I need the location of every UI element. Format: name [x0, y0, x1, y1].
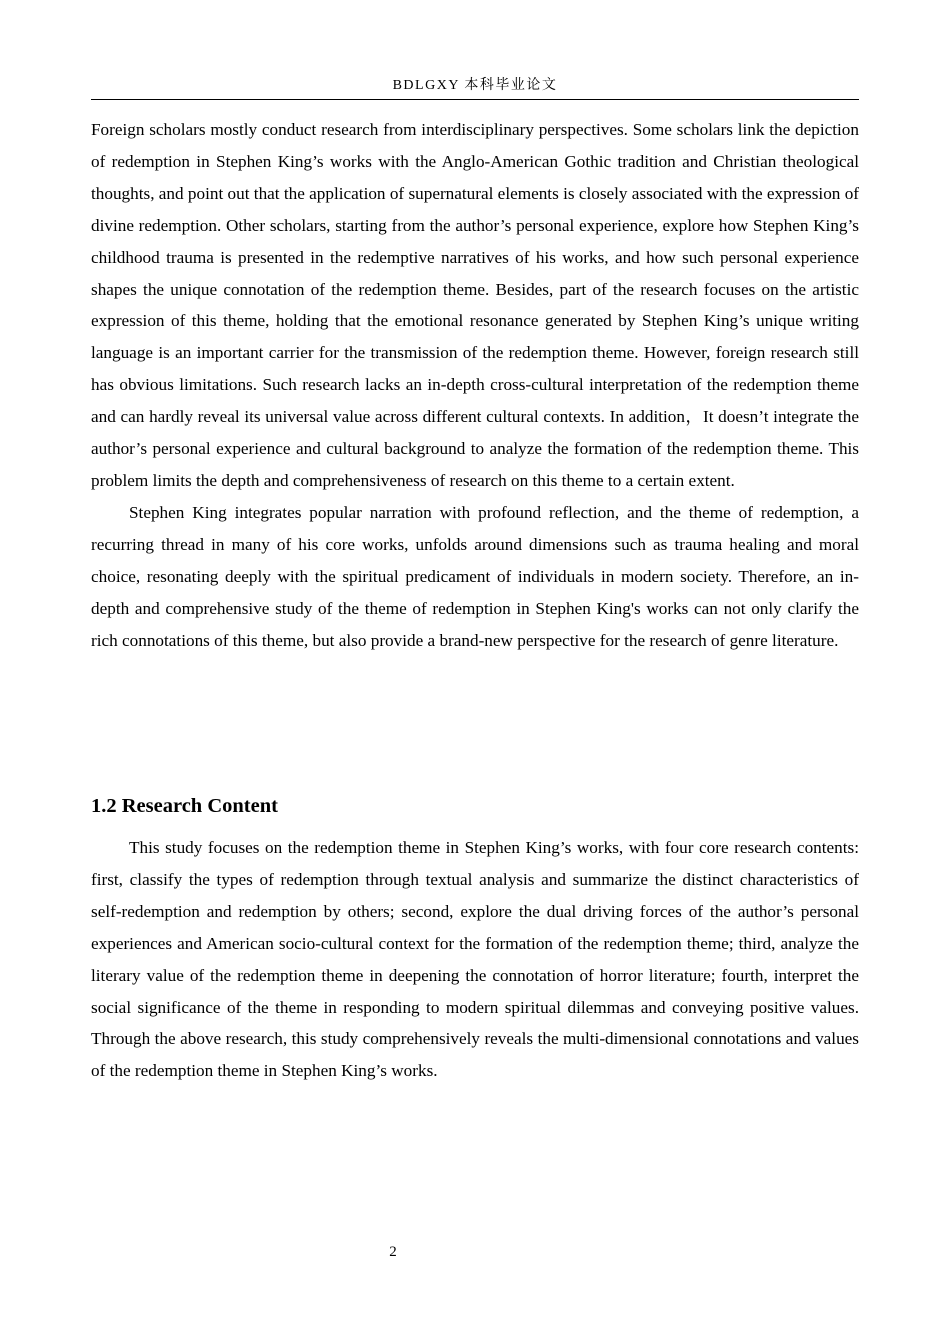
page-number: 2 [389, 1244, 397, 1260]
section-heading-research-content: 1.2 Research Content [91, 795, 278, 817]
running-header: BDLGXY 本科毕业论文 [392, 78, 558, 93]
header-divider [91, 99, 859, 100]
body-paragraph-king-redemption: Stephen King integrates popular narration with profound reflection, and the theme of redemption, a recurring thread in many of his core works, unfolds around dimensions such as trauma healing and moral choice, resonating deeply with the spiritual predicament of individuals in modern society. Therefore, an in-depth and comprehensive study of the theme of redemption in Stephen King's works can not only clarify the rich connotations of this theme, but also provide a brand-new perspective for the research of genre literature. [91, 502, 859, 650]
page-body [91, 114, 860, 1081]
body-paragraph-foreign-research: Foreign scholars mostly conduct research from interdisciplinary perspectives. Some scholars link the depiction of redemption in Stephen King’s works with the Anglo-American Gothic tradition and Christian theological thoughts, and point out that the application of supernatural elements is closely associated with the expression of divine redemption. Other scholars, starting from the author’s personal experience, explore how Stephen King’s childhood trauma is presented in the redemptive narratives of his works, and how such personal experience shapes the unique connotation of the redemption theme. Besides, part of the research focuses on the artistic expression of this theme, holding that the emotional resonance generated by Stephen King’s unique writing language is an important carrier for the transmission of the redemption theme. However, foreign research still has obvious limitations. Such research lacks an in-depth cross-cultural interpretation of the redemption theme and can hardly reveal its universal value across different cultural contexts. In addition，It doesn’t integrate the author’s personal experience and cultural background to analyze the formation of the redemption theme. This problem limits the depth and comprehensiveness of research on this theme to a certain extent. [91, 120, 860, 490]
body-paragraph-research-content: This study focuses on the redemption theme in Stephen King’s works, with four core research contents: first, classify the types of redemption through textual analysis and summarize the distinct characteristics of self-redemption and redemption by others; second, explore the dual driving forces of the author’s personal experiences and American socio-cultural context for the formation of the redemption theme; third, analyze the literary value of the redemption theme in deepening the connotation of horror literature; fourth, interpret the social significance of the theme in responding to modern spiritual dilemmas and conveying positive values. Through the above research, this study comprehensively reveals the multi-dimensional connotations and values of the redemption theme in Stephen King’s works. [91, 838, 859, 1081]
